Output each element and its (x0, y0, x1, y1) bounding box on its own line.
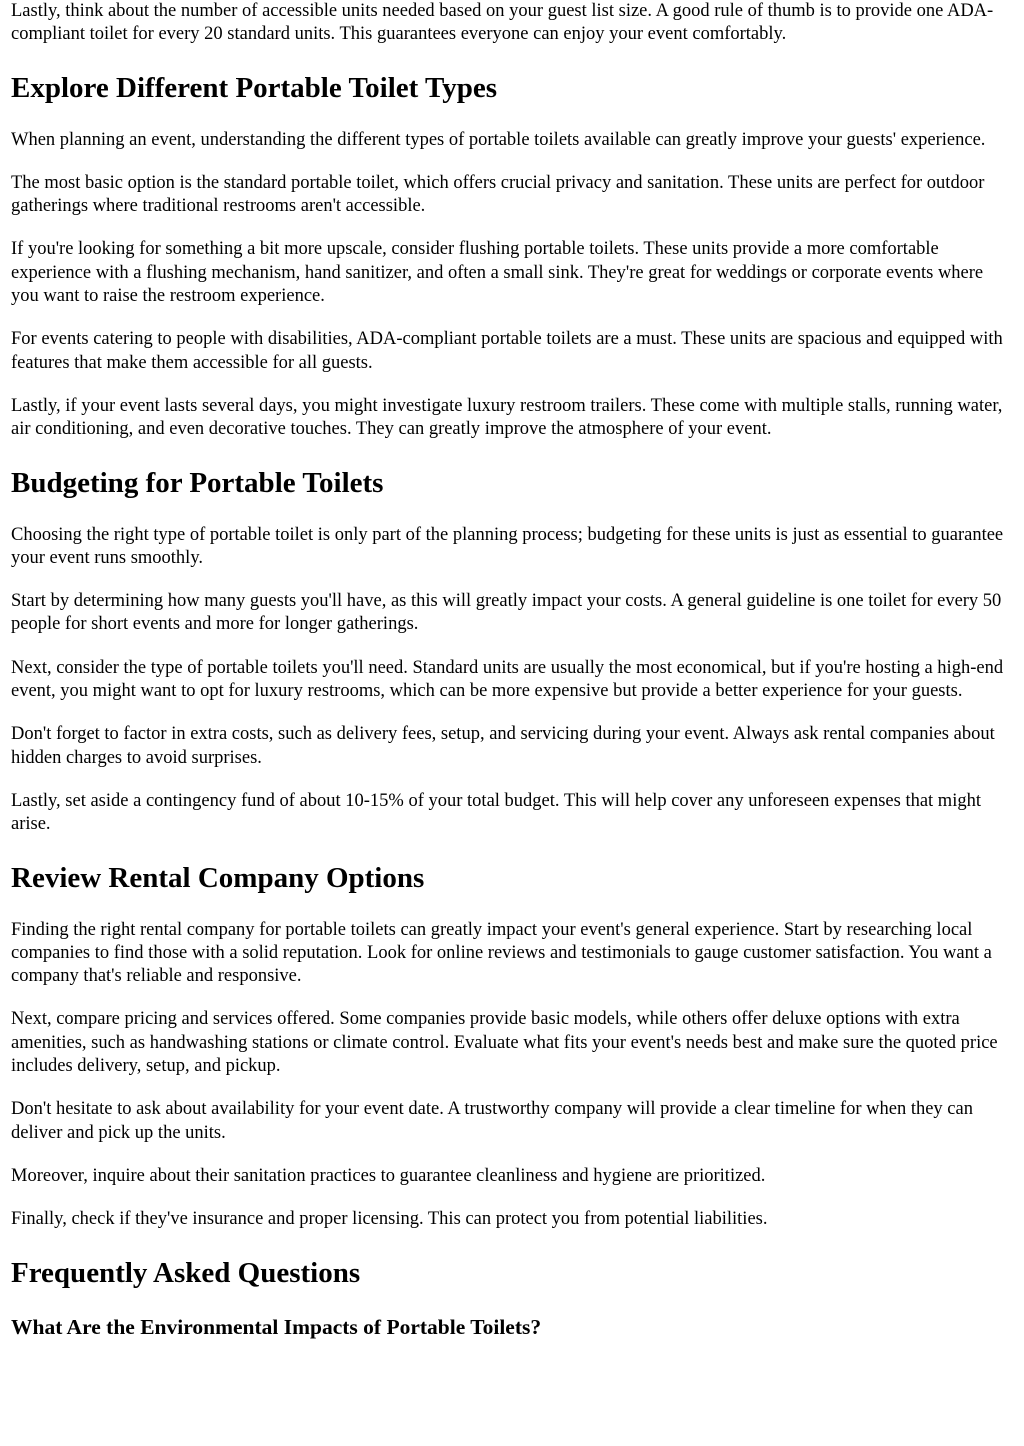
heading-budgeting: Budgeting for Portable Toilets (11, 466, 384, 499)
paragraph: For events catering to people with disabilities, ADA-compliant portable toilets are a must. These units are spacious and equipped with features that make them accessible for all guests. (11, 329, 1003, 373)
paragraph: Lastly, if your event lasts several days, you might investigate luxury restroom trailers. These come with multiple stalls, running water, air conditioning, and even decorative touches. They can greatly improve the atmosphere of your event. (11, 395, 1003, 440)
paragraph: Lastly, set aside a contingency fund of about 10-15% of your total budget. This will help cover any unforeseen expenses that might arise. (11, 790, 981, 835)
paragraph: Start by determining how many guests you'll have, as this will greatly impact your costs. A general guideline is one toilet for every 50 people for short events and more for longer gatherings. (11, 591, 1002, 635)
paragraph: Choosing the right type of portable toilet is only part of the planning process; budgeting for these units is just as essential to guarantee your event runs smoothly. (11, 524, 1004, 568)
paragraph: Finally, check if they've insurance and proper licensing. This can protect you from potential liabilities. (11, 1209, 768, 1230)
intro-paragraph: Lastly, think about the number of accessible units needed based on your guest list size. A good rule of thumb is to provide one ADA-compliant toilet for every 20 standard units. This guarantees everyone can enjoy your event comfortably. (11, 1, 994, 45)
heading-rental-options: Review Rental Company Options (11, 861, 425, 894)
paragraph: Finding the right rental company for portable toilets can greatly impact your event's general experience. Start by researching local companies to find those with a solid reputation. Look for online reviews and testimonials to gauge customer satisfaction. You want a company that's reliable and responsive. (11, 919, 992, 987)
paragraph: The most basic option is the standard portable toilet, which offers crucial privacy and sanitation. These units are perfect for outdoor gatherings where traditional restrooms aren't accessible. (11, 172, 985, 217)
paragraph: Moreover, inquire about their sanitation practices to guarantee cleanliness and hygiene are prioritized. (11, 1165, 766, 1186)
faq-question-environmental: What Are the Environmental Impacts of Portable Toilets? (11, 1314, 542, 1339)
paragraph: If you're looking for something a bit more upscale, consider flushing portable toilets. These units provide a more comfortable experience with a flushing mechanism, hand sanitizer, and often a small sink. They're great for weddings or corporate events where you want to raise the restroom experience. (11, 239, 984, 307)
paragraph: Next, consider the type of portable toilets you'll need. Standard units are usually the most economical, but if you're hosting a high-end event, you might want to opt for luxury restrooms, which can be more expensive but provide a better experience for your guests. (11, 657, 1004, 702)
paragraph: Don't hesitate to ask about availability for your event date. A trustworthy company will provide a clear timeline for when they can deliver and pick up the units. (11, 1099, 973, 1143)
paragraph: When planning an event, understanding the different types of portable toilets available can greatly improve your guests' experience. (11, 129, 986, 150)
heading-toilet-types: Explore Different Portable Toilet Types (11, 71, 497, 104)
paragraph: Next, compare pricing and services offered. Some companies provide basic models, while others offer deluxe options with extra amenities, such as handwashing stations or climate control. Evaluate what fits your event's needs best and make sure the quoted price includes delivery, setup, and pickup. (11, 1009, 998, 1077)
paragraph: Don't forget to factor in extra costs, such as delivery fees, setup, and servicing during your event. Always ask rental companies about hidden charges to avoid surprises. (11, 724, 995, 768)
heading-faq: Frequently Asked Questions (11, 1256, 361, 1289)
